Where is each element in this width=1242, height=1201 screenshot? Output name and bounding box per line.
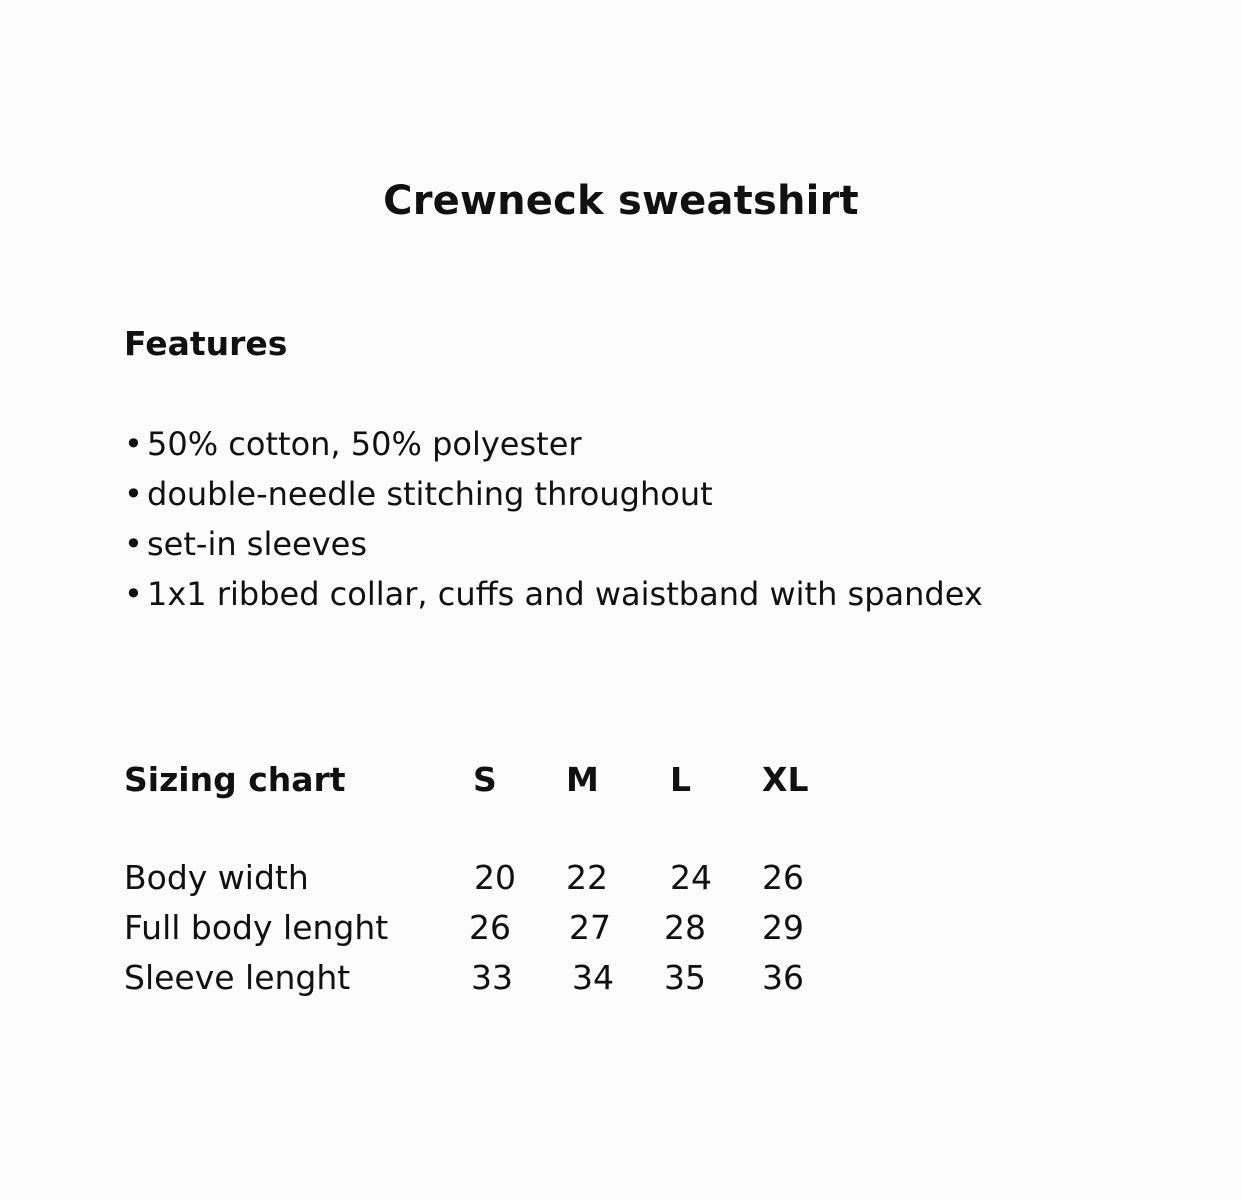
bullet-icon: • [124, 575, 143, 613]
table-cell: 33 [471, 958, 513, 997]
size-header-m: M [566, 760, 599, 799]
table-cell: 24 [670, 858, 712, 897]
sizing-header-row [124, 754, 854, 806]
feature-item [124, 469, 983, 519]
size-header-l: L [670, 760, 692, 799]
feature-text: 1x1 ribbed collar, cuffs and waistband with spandex [147, 575, 983, 613]
page-title: Crewneck sweatshirt [383, 178, 859, 224]
feature-text: 50% cotton, 50% polyester [147, 425, 582, 463]
row-label: Full body lenght [124, 908, 389, 947]
features-list [124, 419, 983, 619]
sizing-chart-table [124, 754, 854, 1003]
bullet-icon: • [124, 475, 143, 513]
table-cell: 35 [664, 958, 706, 997]
size-header-s: S [473, 760, 497, 799]
feature-item [124, 419, 983, 469]
bullet-icon: • [124, 525, 143, 563]
feature-item [124, 569, 983, 619]
features-heading: Features [124, 324, 288, 363]
spacer-row [124, 806, 854, 853]
table-row [124, 853, 854, 903]
table-cell: 29 [762, 908, 804, 947]
row-label: Sleeve lenght [124, 958, 351, 997]
table-cell: 28 [664, 908, 706, 947]
table-cell: 26 [469, 908, 511, 947]
table-row [124, 903, 854, 953]
table-cell: 34 [572, 958, 614, 997]
sizing-chart-heading: Sizing chart [124, 760, 346, 799]
feature-item [124, 519, 983, 569]
size-header-xl: XL [762, 760, 809, 799]
feature-text: set-in sleeves [147, 525, 368, 563]
table-cell: 22 [566, 858, 608, 897]
table-cell: 20 [474, 858, 516, 897]
row-label: Body width [124, 858, 309, 897]
bullet-icon: • [124, 425, 143, 463]
table-cell: 36 [762, 958, 804, 997]
table-row [124, 953, 854, 1003]
table-cell: 27 [569, 908, 611, 947]
table-cell: 26 [762, 858, 804, 897]
feature-text: double-needle stitching throughout [147, 475, 713, 513]
